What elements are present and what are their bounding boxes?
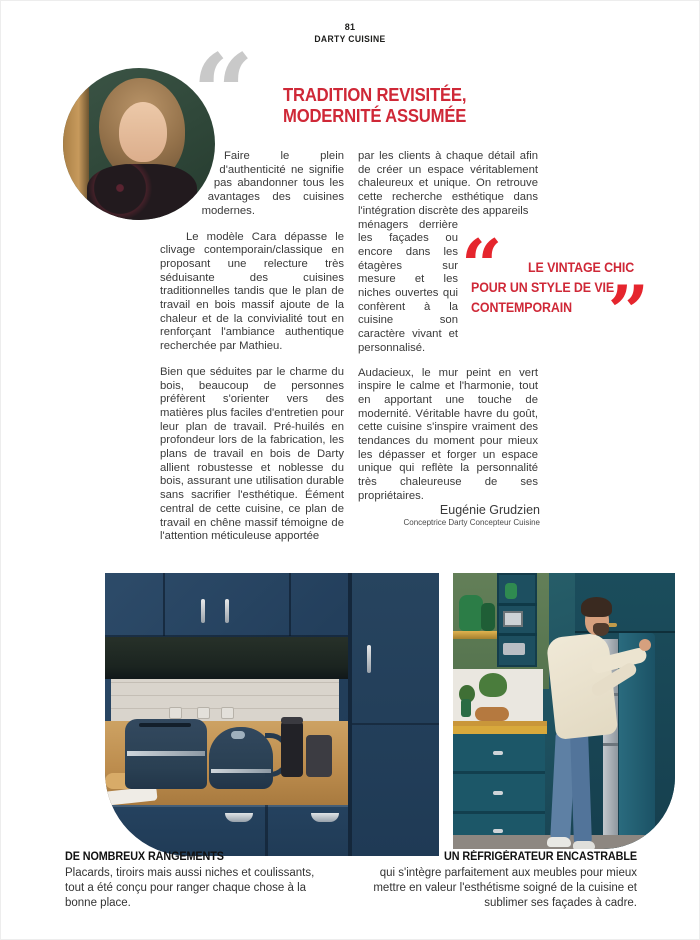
article-title-line2: MODERNITÉ ASSUMÉE bbox=[283, 105, 467, 126]
pull-quote-line: LE VINTAGE CHIC bbox=[528, 260, 635, 275]
toaster-slot-art bbox=[139, 723, 191, 727]
wall-outlet-art bbox=[197, 707, 210, 719]
green-jug-art bbox=[459, 595, 483, 631]
kitchen-appliances-photo bbox=[105, 573, 439, 856]
caption-title: DE NOMBREUX RANGEMENTS bbox=[65, 851, 224, 863]
pull-quote bbox=[455, 223, 655, 360]
kettle-chrome-band-art bbox=[211, 769, 271, 773]
portrait-door-frame-art bbox=[63, 68, 89, 220]
caption-title: UN RÉFRIGÉRATEUR ENCASTRABLE bbox=[444, 851, 637, 863]
photo-caption-left bbox=[65, 851, 327, 911]
cabinet-seam-art bbox=[163, 573, 165, 636]
cabinet-handle-art bbox=[367, 645, 371, 673]
drawer-seam-art bbox=[453, 811, 545, 814]
canister-lid-art bbox=[281, 717, 303, 724]
page-number: 81 bbox=[344, 22, 356, 32]
shelf-line-art bbox=[497, 633, 537, 636]
caption-body: Placards, tiroirs mais aussi niches et coulissants, tout a été conçu pour ranger chaque chose à la bonne place. bbox=[65, 867, 315, 909]
vase-art bbox=[461, 699, 471, 717]
byline bbox=[338, 503, 540, 527]
plant-art bbox=[479, 673, 507, 697]
paragraph: Faire le plein d'authenticité ne signifie pas abandonner tous les avantages des cuisines modernes. bbox=[201, 150, 344, 217]
man-beard-art bbox=[593, 623, 609, 636]
photo-caption-right bbox=[347, 851, 637, 911]
byline-role: Conceptrice Darty Concepteur Cuisine bbox=[403, 518, 540, 527]
drawer-knob-art bbox=[493, 829, 503, 833]
picture-frame-art bbox=[503, 611, 523, 627]
built-in-fridge-photo bbox=[453, 573, 675, 849]
gray-open-quote-icon: “ bbox=[192, 31, 255, 157]
man-hair-art bbox=[581, 597, 612, 617]
caption-body: qui s'intègre parfaitement aux meubles pour mieux mettre en valeur l'esthétisme soigné de la cuisine et sublimer ses façades à cadre. bbox=[373, 867, 637, 909]
man-shoe-art bbox=[573, 841, 595, 849]
cabinet-seam-art bbox=[352, 723, 439, 725]
shelf-line-art bbox=[497, 603, 537, 606]
paragraph: par les clients à chaque détail afin de créer un espace véritablement chaleureux et unique. On retrouve cette recherche esthétique dans l'intégration discrète des appareils bbox=[358, 150, 538, 217]
tall-cabinet-art bbox=[352, 573, 439, 856]
man-hand-art bbox=[639, 639, 651, 651]
drawer-seam-art bbox=[265, 805, 268, 856]
coffee-maker-art bbox=[503, 643, 525, 655]
red-close-quote-icon: ” bbox=[607, 269, 649, 354]
pull-quote-line: POUR UN STYLE DE VIE bbox=[471, 280, 615, 295]
article-title bbox=[283, 84, 466, 126]
wall-outlet-art bbox=[221, 707, 234, 719]
bread-art bbox=[475, 707, 509, 721]
paragraph-wrapped-beside-quote: ménagers derrière les façades ou encore dans les étagères sur mesure et les niches ouvertes qui confèrent à la cuisine son caractère vivant et personnalisé. bbox=[358, 218, 458, 354]
page-header bbox=[0, 22, 700, 44]
paragraph: Bien que séduites par le charme du bois, beaucoup de personnes préfèrent s'orienter vers des matières plus faciles d'entretien pour leur plan de travail. Pré-huilés en profondeur lors de la fabrication, les plans de travail en bois de Darty allient robustesse et noblesse du bois, assurant une utilisation durable sans sacrifier l'esthétique. Éément central de cette cuisine, ce plan de travail en chêne massif témoigne de l'attention méticuleuse apportée bbox=[160, 365, 344, 543]
kettle-lid-art bbox=[231, 731, 245, 739]
section-title: DARTY CUISINE bbox=[314, 34, 386, 44]
range-hood-art bbox=[105, 637, 350, 679]
cabinet-handle-art bbox=[225, 599, 229, 623]
red-open-quote-icon: “ bbox=[461, 223, 503, 308]
cabinet-handle-art bbox=[201, 599, 205, 623]
green-bottle-art bbox=[481, 603, 495, 631]
drawer-knob-art bbox=[493, 751, 503, 755]
canister-art bbox=[306, 735, 332, 777]
article-title-line1: TRADITION REVISITÉE, bbox=[283, 84, 467, 105]
toaster-chrome-band-art bbox=[127, 751, 205, 756]
drawer-knob-art bbox=[493, 791, 503, 795]
man-shoe-art bbox=[547, 837, 571, 847]
drawer-seam-art bbox=[453, 771, 545, 774]
paragraph: Audacieux, le mur peint en vert inspire le calme et l'harmonie, tout en apportant une touche de modernité. Véritable havre du goût, cette cuisine s'inspire vraiment des tendances du moment pour mieux les dépasser et forger un espace unique qui reflète la personnalité très chaleureuse de ses propriétaires. bbox=[358, 366, 538, 502]
cabinet-seam-art bbox=[289, 573, 291, 636]
fridge-shelf-art bbox=[603, 743, 618, 746]
canister-art bbox=[281, 721, 303, 777]
article-column-left bbox=[160, 150, 344, 544]
pull-quote-line: CONTEMPORAIN bbox=[471, 300, 573, 315]
paragraph: Le modèle Cara dépasse le clivage contemporain/classique en proposant une relecture très séduisante des cuisines traditionnelles tandis que le plan de travail en bois massif ajoute de la chaleur et de la convivialité tout en renforçant l'ambiance authentique recherchée par Mathieu. bbox=[160, 230, 344, 353]
green-bottle-art bbox=[505, 583, 517, 599]
wall-outlet-art bbox=[169, 707, 182, 719]
countertop-edge-art bbox=[453, 726, 547, 734]
byline-name: Eugénie Grudzien bbox=[439, 503, 540, 517]
